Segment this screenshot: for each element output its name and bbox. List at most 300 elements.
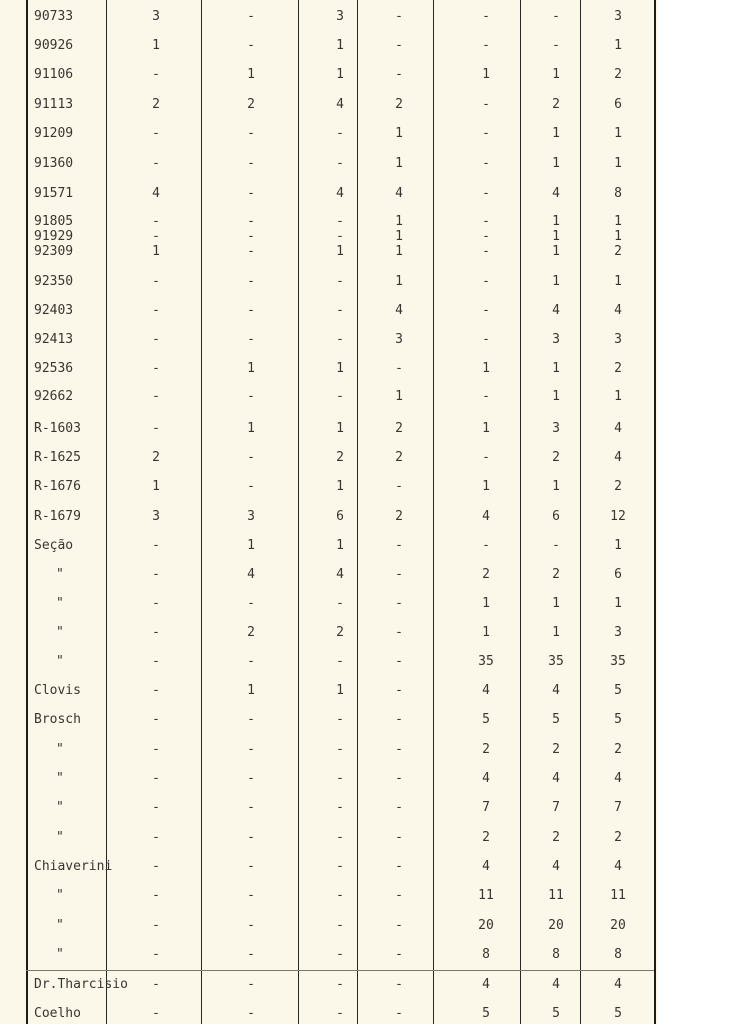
table-cell: 5: [482, 712, 490, 727]
table-cell: 2: [614, 67, 622, 82]
table-cell: -: [247, 229, 255, 244]
table-cell: 2: [614, 361, 622, 376]
table-cell: -: [395, 625, 403, 640]
table-cell: 8: [614, 947, 622, 962]
table-cell: -: [395, 67, 403, 82]
table-cell: -: [247, 156, 255, 171]
table-cell: -: [152, 947, 160, 962]
row-label: 92536: [34, 361, 74, 376]
table-cell: 2: [336, 450, 344, 465]
table-cell: -: [395, 538, 403, 553]
table-cell: -: [336, 859, 344, 874]
table-cell: -: [395, 712, 403, 727]
table-cell: 4: [482, 859, 490, 874]
table-cell: -: [152, 389, 160, 404]
table-cell: 1: [552, 389, 560, 404]
table-cell: -: [152, 214, 160, 229]
table-cell: 1: [336, 683, 344, 698]
table-cell: 4: [552, 977, 560, 992]
table-cell: 4: [336, 186, 344, 201]
table-cell: 6: [552, 509, 560, 524]
table-cell: 11: [610, 888, 626, 903]
table-cell: 35: [610, 654, 626, 669]
table-cell: -: [152, 274, 160, 289]
table-cell: -: [482, 9, 490, 24]
table-row: [0, 1000, 658, 1024]
table-cell: -: [336, 947, 344, 962]
table-row: [0, 853, 658, 881]
table-cell: -: [395, 800, 403, 815]
row-label: 90733: [34, 9, 74, 24]
row-label: Brosch: [34, 712, 81, 727]
table-cell: -: [482, 303, 490, 318]
table-cell: 4: [395, 186, 403, 201]
table-row: [0, 912, 658, 940]
table-cell: -: [247, 712, 255, 727]
table-cell: 5: [614, 683, 622, 698]
row-label: 91106: [34, 67, 74, 82]
table-cell: 1: [552, 361, 560, 376]
table-row: [0, 561, 658, 589]
table-cell: -: [152, 126, 160, 141]
table-cell: 2: [552, 567, 560, 582]
table-cell: 4: [152, 186, 160, 201]
table-cell: 2: [482, 830, 490, 845]
table-cell: 1: [614, 538, 622, 553]
row-label: Seção: [34, 538, 74, 553]
row-label: R-1603: [34, 421, 81, 436]
table-cell: -: [152, 229, 160, 244]
table-cell: -: [336, 771, 344, 786]
table-cell: 1: [247, 538, 255, 553]
table-cell: 4: [395, 303, 403, 318]
table-cell: 1: [552, 596, 560, 611]
table-row: [0, 736, 658, 764]
table-row: [0, 706, 658, 734]
table-cell: 2: [482, 567, 490, 582]
table-cell: 11: [548, 888, 564, 903]
table-cell: 2: [614, 742, 622, 757]
table-cell: 1: [614, 274, 622, 289]
table-cell: -: [152, 67, 160, 82]
table-cell: -: [336, 332, 344, 347]
table-cell: -: [247, 771, 255, 786]
table-cell: -: [336, 156, 344, 171]
row-label: 91571: [34, 186, 74, 201]
table-cell: -: [336, 389, 344, 404]
table-cell: -: [247, 654, 255, 669]
table-cell: 4: [552, 859, 560, 874]
table-cell: 1: [336, 479, 344, 494]
table-cell: 4: [336, 97, 344, 112]
table-cell: 4: [614, 450, 622, 465]
table-row: [0, 180, 658, 208]
table-cell: -: [395, 361, 403, 376]
table-cell: -: [247, 888, 255, 903]
table-cell: -: [336, 274, 344, 289]
table-cell: -: [247, 596, 255, 611]
table-row: [0, 244, 658, 260]
table-cell: -: [395, 888, 403, 903]
table-cell: 1: [395, 126, 403, 141]
row-label: Clovis: [34, 683, 81, 698]
table-cell: -: [247, 9, 255, 24]
table-cell: 1: [552, 67, 560, 82]
table-cell: 35: [478, 654, 494, 669]
table-cell: 2: [614, 244, 622, 259]
table-cell: -: [395, 479, 403, 494]
table-cell: 4: [614, 859, 622, 874]
table-cell: -: [552, 538, 560, 553]
table-cell: 6: [336, 509, 344, 524]
table-cell: 2: [152, 97, 160, 112]
row-label: ": [56, 918, 64, 933]
table-cell: 12: [610, 509, 626, 524]
table-cell: 3: [395, 332, 403, 347]
table-row: [0, 297, 658, 325]
table-cell: -: [482, 450, 490, 465]
table-cell: -: [336, 830, 344, 845]
table-cell: 1: [614, 229, 622, 244]
table-cell: 1: [614, 214, 622, 229]
table-cell: -: [247, 450, 255, 465]
table-row: [0, 882, 658, 910]
table-row: [0, 619, 658, 647]
table-row: [0, 824, 658, 852]
table-row: [0, 473, 658, 501]
table-cell: -: [482, 97, 490, 112]
table-cell: -: [247, 479, 255, 494]
table-cell: -: [482, 186, 490, 201]
table-cell: -: [152, 303, 160, 318]
table-cell: 1: [247, 361, 255, 376]
table-cell: 5: [482, 1006, 490, 1021]
table-row: [0, 648, 658, 676]
table-row: [0, 503, 658, 531]
table-cell: -: [336, 229, 344, 244]
table-cell: -: [336, 1006, 344, 1021]
table-cell: -: [247, 126, 255, 141]
table-cell: 2: [152, 450, 160, 465]
table-cell: -: [247, 303, 255, 318]
table-cell: 6: [614, 97, 622, 112]
table-cell: -: [152, 361, 160, 376]
table-cell: -: [482, 126, 490, 141]
table-cell: 1: [336, 38, 344, 53]
table-row: [0, 91, 658, 119]
table-cell: -: [336, 654, 344, 669]
table-cell: -: [482, 229, 490, 244]
table-cell: 1: [336, 244, 344, 259]
table-cell: -: [395, 918, 403, 933]
table-cell: 1: [336, 361, 344, 376]
table-cell: -: [336, 888, 344, 903]
table-row: [0, 794, 658, 822]
table-row: [0, 765, 658, 793]
row-label: 92413: [34, 332, 74, 347]
row-label: 91113: [34, 97, 74, 112]
table-cell: -: [395, 654, 403, 669]
table-cell: 20: [478, 918, 494, 933]
row-label: ": [56, 596, 64, 611]
table-cell: 1: [336, 421, 344, 436]
table-cell: -: [336, 742, 344, 757]
table-cell: 4: [482, 683, 490, 698]
row-label: ": [56, 625, 64, 640]
table-row: [0, 3, 658, 31]
table-row: [0, 268, 658, 296]
table-cell: -: [336, 918, 344, 933]
table-cell: -: [247, 830, 255, 845]
table-cell: 4: [336, 567, 344, 582]
table-cell: 1: [336, 538, 344, 553]
table-cell: 3: [247, 509, 255, 524]
table-cell: 2: [614, 830, 622, 845]
table-cell: -: [152, 742, 160, 757]
table-cell: 1: [482, 625, 490, 640]
table-cell: -: [395, 859, 403, 874]
table-cell: 4: [614, 303, 622, 318]
table-cell: 2: [552, 830, 560, 845]
row-label: 91209: [34, 126, 74, 141]
table-cell: 1: [614, 38, 622, 53]
table-cell: 1: [247, 67, 255, 82]
table-cell: 2: [395, 421, 403, 436]
table-cell: 6: [614, 567, 622, 582]
table-cell: -: [482, 389, 490, 404]
table-cell: 1: [552, 229, 560, 244]
table-row: [0, 941, 658, 969]
table-cell: 1: [614, 126, 622, 141]
table-cell: 8: [482, 947, 490, 962]
table-cell: -: [152, 156, 160, 171]
table-cell: 1: [614, 389, 622, 404]
table-cell: -: [247, 1006, 255, 1021]
table-cell: -: [247, 918, 255, 933]
table-cell: 4: [614, 421, 622, 436]
table-cell: 3: [552, 332, 560, 347]
table-cell: 2: [336, 625, 344, 640]
table-cell: -: [152, 596, 160, 611]
table-cell: 1: [336, 67, 344, 82]
table-cell: -: [247, 742, 255, 757]
table-cell: 1: [552, 274, 560, 289]
table-row: [0, 383, 658, 411]
table-row: [0, 415, 658, 443]
table-cell: -: [152, 800, 160, 815]
table-cell: -: [482, 38, 490, 53]
table-cell: -: [482, 156, 490, 171]
table-cell: 1: [152, 38, 160, 53]
table-row: [0, 677, 658, 705]
row-label: 91805: [34, 214, 74, 229]
table-cell: 4: [614, 771, 622, 786]
table-cell: 2: [552, 97, 560, 112]
table-cell: -: [152, 712, 160, 727]
row-label: R-1676: [34, 479, 81, 494]
table-cell: 1: [614, 596, 622, 611]
table-cell: 3: [152, 9, 160, 24]
table-cell: 1: [552, 244, 560, 259]
table-cell: -: [247, 332, 255, 347]
row-label: Coelho: [34, 1006, 81, 1021]
table-cell: 4: [247, 567, 255, 582]
row-label: ": [56, 888, 64, 903]
table-cell: -: [395, 1006, 403, 1021]
table-cell: 3: [614, 9, 622, 24]
table-cell: 1: [395, 274, 403, 289]
table-cell: -: [336, 712, 344, 727]
table-cell: -: [395, 771, 403, 786]
table-cell: -: [395, 830, 403, 845]
table-cell: 2: [482, 742, 490, 757]
table-cell: -: [247, 389, 255, 404]
table-cell: 4: [552, 186, 560, 201]
table-cell: -: [395, 9, 403, 24]
row-label: ": [56, 830, 64, 845]
row-label: Chiaverini: [34, 859, 113, 874]
table-cell: -: [152, 918, 160, 933]
row-label: Dr.Tharcisio: [34, 977, 128, 992]
table-cell: -: [395, 596, 403, 611]
table-cell: 1: [552, 479, 560, 494]
row-label: 92403: [34, 303, 74, 318]
table-cell: 2: [395, 450, 403, 465]
row-label: ": [56, 771, 64, 786]
row-label: ": [56, 947, 64, 962]
table-cell: 2: [614, 479, 622, 494]
table-cell: -: [247, 244, 255, 259]
table-cell: 3: [614, 332, 622, 347]
row-label: 91929: [34, 229, 74, 244]
table-cell: 2: [395, 509, 403, 524]
table-cell: 3: [152, 509, 160, 524]
table-cell: 1: [395, 389, 403, 404]
table-row: [0, 214, 658, 230]
table-cell: 3: [336, 9, 344, 24]
table-cell: 1: [395, 214, 403, 229]
table-cell: 20: [548, 918, 564, 933]
table-cell: -: [482, 538, 490, 553]
row-label: ": [56, 654, 64, 669]
table-cell: 1: [482, 479, 490, 494]
table-cell: 1: [482, 67, 490, 82]
table-cell: 8: [614, 186, 622, 201]
table-cell: 5: [614, 1006, 622, 1021]
table-cell: 4: [482, 977, 490, 992]
table-cell: 1: [614, 156, 622, 171]
table-cell: -: [336, 977, 344, 992]
table-cell: -: [395, 683, 403, 698]
table-cell: 1: [247, 683, 255, 698]
table-cell: -: [152, 683, 160, 698]
table-cell: 5: [552, 1006, 560, 1021]
row-label: ": [56, 742, 64, 757]
table-cell: 2: [552, 742, 560, 757]
table-cell: 20: [610, 918, 626, 933]
table-cell: -: [152, 977, 160, 992]
table-cell: 4: [552, 303, 560, 318]
table-cell: -: [395, 567, 403, 582]
table-cell: 1: [552, 214, 560, 229]
table-cell: -: [247, 214, 255, 229]
page-margin: [658, 0, 744, 1024]
table-cell: 2: [552, 450, 560, 465]
table-cell: 11: [478, 888, 494, 903]
table-cell: 3: [552, 421, 560, 436]
table-cell: 4: [482, 771, 490, 786]
table-cell: 1: [552, 625, 560, 640]
table-cell: -: [336, 126, 344, 141]
table-cell: -: [482, 214, 490, 229]
table-cell: -: [247, 800, 255, 815]
table-cell: 4: [482, 509, 490, 524]
table-cell: 7: [482, 800, 490, 815]
table-cell: -: [336, 800, 344, 815]
table-cell: 2: [395, 97, 403, 112]
row-label: 90926: [34, 38, 74, 53]
table-row: [0, 444, 658, 472]
table-cell: -: [247, 274, 255, 289]
table-row: [0, 229, 658, 245]
row-label: R-1625: [34, 450, 81, 465]
table-row: [0, 590, 658, 618]
table-cell: 5: [552, 712, 560, 727]
table-cell: -: [247, 947, 255, 962]
table-cell: 1: [395, 156, 403, 171]
table-cell: -: [152, 567, 160, 582]
table-cell: -: [152, 771, 160, 786]
row-label: 92309: [34, 244, 74, 259]
table-cell: 7: [614, 800, 622, 815]
table-cell: 1: [152, 244, 160, 259]
table-cell: -: [247, 859, 255, 874]
table-cell: -: [395, 742, 403, 757]
table-cell: 1: [247, 421, 255, 436]
table-row: [0, 150, 658, 178]
table-cell: 1: [152, 479, 160, 494]
table-cell: 1: [552, 126, 560, 141]
table-cell: -: [395, 947, 403, 962]
table-cell: -: [336, 303, 344, 318]
table-cell: -: [482, 332, 490, 347]
row-label: ": [56, 800, 64, 815]
table-cell: -: [336, 214, 344, 229]
table-cell: -: [395, 977, 403, 992]
table-cell: 1: [482, 421, 490, 436]
row-label: 92662: [34, 389, 74, 404]
table-cell: 1: [395, 229, 403, 244]
table-cell: -: [152, 830, 160, 845]
table-cell: 2: [247, 97, 255, 112]
table-cell: -: [152, 538, 160, 553]
table-cell: -: [247, 186, 255, 201]
table-cell: -: [482, 274, 490, 289]
table-cell: -: [152, 859, 160, 874]
table-row: [0, 32, 658, 60]
table-cell: 1: [395, 244, 403, 259]
table-row: [0, 971, 658, 999]
table-cell: 5: [614, 712, 622, 727]
table-cell: 1: [482, 596, 490, 611]
row-label: R-1679: [34, 509, 81, 524]
table-row: [0, 355, 658, 383]
table-cell: -: [395, 38, 403, 53]
table-row: [0, 326, 658, 354]
row-label: 92350: [34, 274, 74, 289]
table-cell: 4: [614, 977, 622, 992]
table-cell: -: [336, 596, 344, 611]
